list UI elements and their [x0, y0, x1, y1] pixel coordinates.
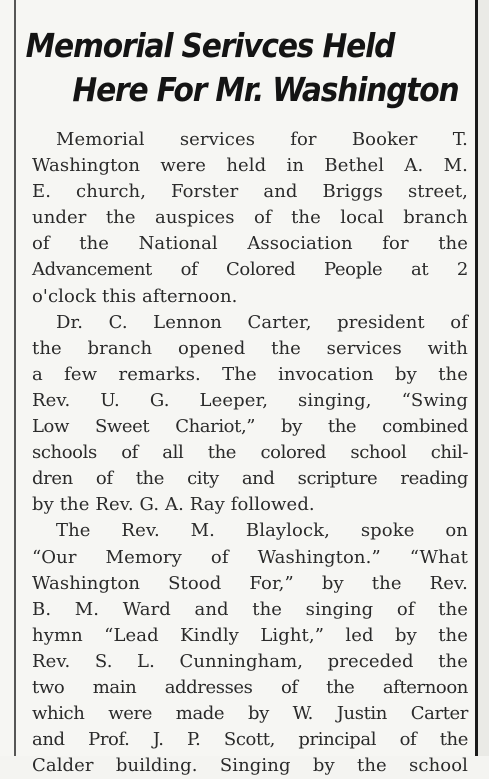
- text-line: Calder building. Singing by the school: [32, 755, 468, 777]
- text-line: B. M. Ward and the singing of the: [32, 598, 468, 620]
- text-line: schools of all the colored school chil-: [32, 442, 468, 464]
- text-line: Low Sweet Chariot,” by the combined: [32, 416, 468, 438]
- text-line: of the National Association for the: [32, 233, 468, 255]
- text-line: which were made by W. Justin Carter: [32, 703, 468, 725]
- text-line: two main addresses of the afternoon: [32, 676, 468, 698]
- text-line: Washington were held in Bethel A. M.: [32, 155, 468, 177]
- column-rule-left: [14, 0, 16, 756]
- text-line: the branch opened the services with: [32, 337, 468, 359]
- paragraph-1: [32, 127, 468, 310]
- text-line: E. church, Forster and Briggs street,: [32, 181, 468, 203]
- text-line: Memorial services for Booker T.: [56, 129, 468, 150]
- text-line: by the Rev. G. A. Ray followed.: [32, 494, 315, 516]
- text-line: Dr. C. Lennon Carter, president of: [56, 311, 468, 333]
- text-line: Rev. S. L. Cunningham, preceded the: [32, 650, 468, 672]
- text-line: The Rev. M. Blaylock, spoke on: [56, 520, 468, 542]
- text-line: hymn “Lead Kindly Light,” led by the: [32, 624, 468, 646]
- text-line: Advancement of Colored People at 2: [32, 259, 468, 281]
- text-line: under the auspices of the local branch: [32, 207, 468, 229]
- headline-line-2: Here For Mr. Washington: [72, 70, 459, 109]
- headline: [22, 24, 459, 112]
- text-line: dren of the city and scripture reading: [32, 468, 468, 490]
- paragraph-3: [32, 518, 468, 779]
- headline-line-1: Memorial Serivces Held: [25, 26, 395, 65]
- text-line: o'clock this afternoon.: [32, 285, 238, 307]
- text-line: and Prof. J. P. Scott, principal of the: [32, 729, 468, 751]
- page-edge: [478, 0, 489, 756]
- text-line: Washington Stood For,” by the Rev.: [32, 572, 468, 594]
- text-line: Rev. U. G. Leeper, singing, “Swing: [32, 389, 468, 411]
- paragraph-2: [32, 310, 468, 519]
- article-body: [32, 127, 468, 779]
- text-line: a few remarks. The invocation by the: [32, 363, 468, 385]
- text-line: “Our Memory of Washington.” “What: [32, 546, 468, 568]
